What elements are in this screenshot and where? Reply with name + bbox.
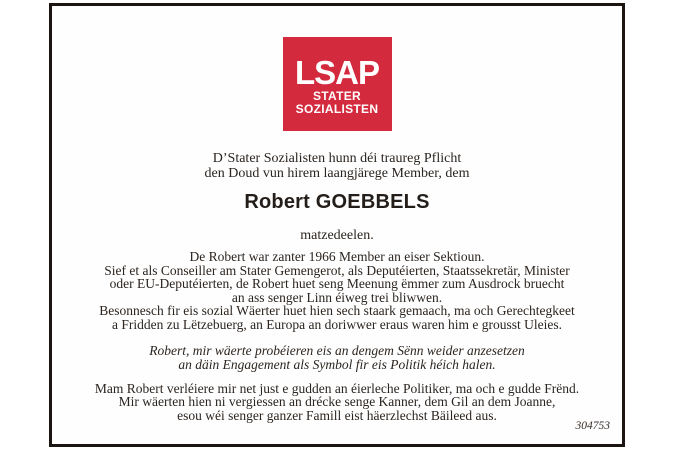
tribute-line: an däin Engagement als Symbol fir eis Politik héich halen. [178, 356, 496, 372]
logo-subtitle [296, 90, 379, 116]
biography-line: a Fridden zu Lëtzebuerg, an Europa an doriwwer eraus waren him e grousst Uleies. [112, 316, 562, 332]
tribute-line: Robert, mir wäerte probéieren eis an dengem Sënn weider anzesetzen [149, 342, 525, 358]
condolence-line: esou wéi senger ganzer Famill eist häerzlechst Bäileed aus. [177, 408, 497, 424]
lsap-logo [283, 37, 392, 131]
biography-line: an ass senger Linn éiweg trei bliwwen. [231, 289, 443, 305]
biography-line: De Robert war zanter 1966 Member an eiser Sektioun. [189, 249, 485, 264]
intro-line: D’Stater Sozialisten hunn déi traureg Pflicht [212, 151, 462, 166]
intro-line: den Doud vun hirem laangjärege Member, dem [204, 166, 470, 181]
condolence-line: Mam Robert verléiere mir net just e gudden an éierleche Politiker, ma och e gudde Frënd. [94, 380, 580, 396]
deceased-name: Robert GOEBBELS [244, 191, 430, 213]
logo-subtitle-line: SOZIALISTEN [295, 102, 379, 117]
logo-subtitle-line: STATER [312, 89, 361, 104]
tribute-text [52, 344, 622, 372]
logo-acronym: LSAP [294, 53, 379, 91]
biography-line: Besonnesch fir eis sozial Wäerter huet hien sech staark gemaach, ma och Gerechtegkeet [99, 303, 575, 319]
announce-word: matzedeelen. [300, 228, 374, 243]
biography-text [52, 250, 622, 332]
reference-number: 304753 [575, 420, 610, 432]
biography-line: Sief et als Conseiller am Stater Gemengerot, als Deputéierten, Staatssekretär, Minister [104, 262, 570, 278]
condolence-line: Mir wäerten hien ni vergiessen an drécke senge Kanner, dem Gil an dem Joanne, [118, 394, 556, 410]
intro-text [52, 151, 622, 181]
condolence-text [52, 382, 622, 423]
death-notice-card [49, 3, 625, 447]
biography-line: oder EU-Deputéierten, de Robert huet seng Meenung ëmmer zum Ausdrock bruecht [109, 276, 565, 292]
